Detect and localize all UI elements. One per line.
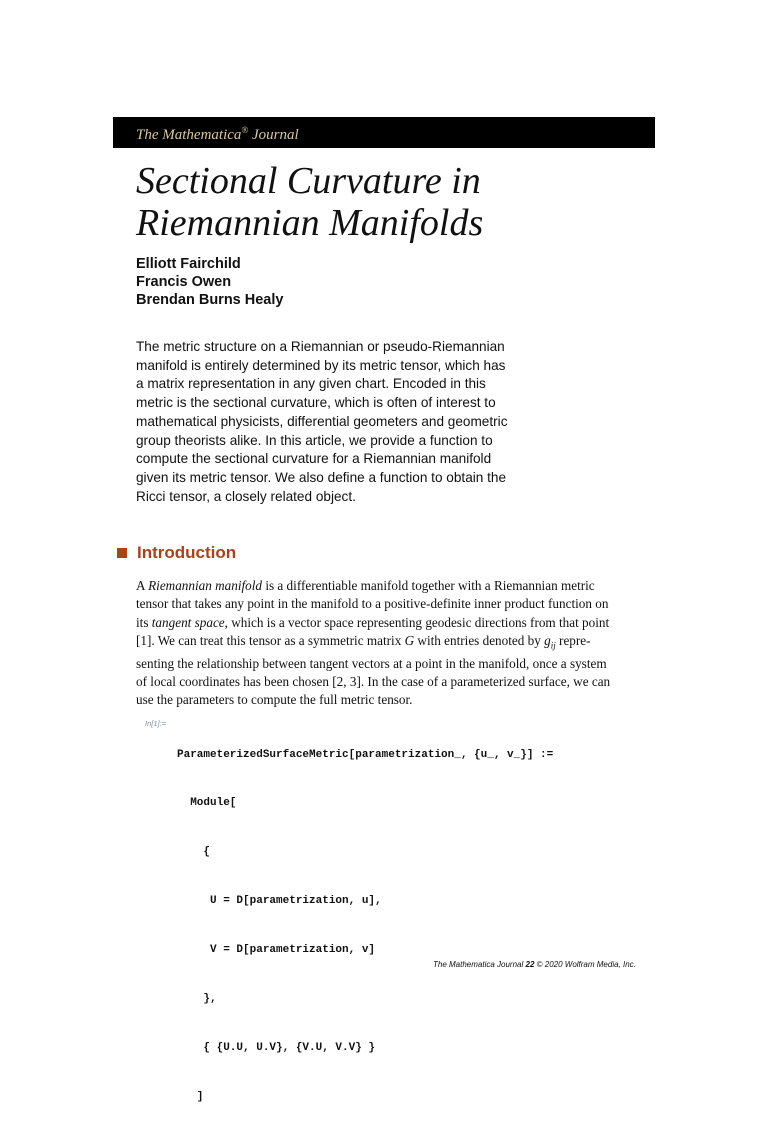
paper-title: Sectional Curvature in Riemannian Manifolds [136,160,484,244]
abstract-line: a matrix representation in any given chart. Encoded in this [136,376,486,392]
author-name: Elliott Fairchild [136,256,241,272]
symbol-matrix-g: G [404,632,415,648]
term-tangent-space: tangent space [151,614,225,630]
paragraph-line: its tangent space, which is a vector space representing geodesic directions from that point [136,614,610,630]
abstract-line: manifold is entirely determined by its metric tensor, which has [136,357,506,373]
abstract-line: given its metric tensor. We also define a function to obtain the [136,469,507,485]
volume-number: 22 [525,960,535,969]
page-footer: The Mathematica Journal 22 © 2020 Wolfram Media, Inc. [433,960,636,969]
code-line: V = D[parametrization, v] [177,944,376,957]
code-body [177,714,553,1138]
author-list [136,255,283,309]
abstract [136,338,566,506]
section-title: Introduction [137,543,237,562]
paragraph-line: of local coordinates has been chosen [2, 3]. In the case of a parameterized surface, we can [136,674,611,690]
code-line: { [177,846,211,859]
abstract-line: metric is the sectional curvature, which is often of interest to [136,395,496,411]
abstract-line: Ricci tensor, a closely related object. [136,488,356,504]
abstract-line: The metric structure on a Riemannian or pseudo-Riemannian [136,339,505,354]
term-riemannian-manifold: Riemannian manifold [148,578,263,593]
section-heading-introduction [117,543,236,563]
code-line: { {U.U, U.V}, {V.U, V.V} } [177,1041,376,1054]
paragraph-line: senting the relationship between tangent vectors at a point in the manifold, once a system [136,655,607,671]
code-line: U = D[parametrization, u], [177,895,382,908]
code-line: Module[ [177,797,237,810]
journal-name: The Mathematica® Journal [136,125,299,143]
symbol-g-ij: $g_{ij}$ [544,632,556,651]
abstract-line: group theorists alike. In this article, we provide a function to [136,432,493,448]
author-name: Brendan Burns Healy [136,292,284,308]
paragraph-line: [1]. We can treat this tensor as a symmetric matrix G with entries denoted by $g_{ij}$ repre- [136,632,591,651]
section-bullet-icon [117,548,127,558]
input-cell-label: In[1]:= [145,719,167,728]
code-line: }, [177,993,217,1006]
introduction-paragraph [136,577,636,710]
abstract-line: compute the sectional curvature for a Riemannian manifold [136,451,492,467]
paragraph-line: tensor that takes any point in the manifold to a positive-definite inner product function on [136,596,609,612]
paragraph-line: use the parameters to compute the full metric tensor. [136,692,413,708]
abstract-line: mathematical physicists, differential geometers and geometric [136,413,508,429]
registered-mark: ® [241,125,249,135]
paragraph-line: A Riemannian manifold is a differentiable manifold together with a Riemannian metric [136,578,595,593]
author-name: Francis Owen [136,274,232,290]
code-line: ] [177,1090,204,1103]
code-line: ParameterizedSurfaceMetric[parametrization_, {u_, v_}] := [177,748,554,761]
journal-header-bar [113,117,655,148]
